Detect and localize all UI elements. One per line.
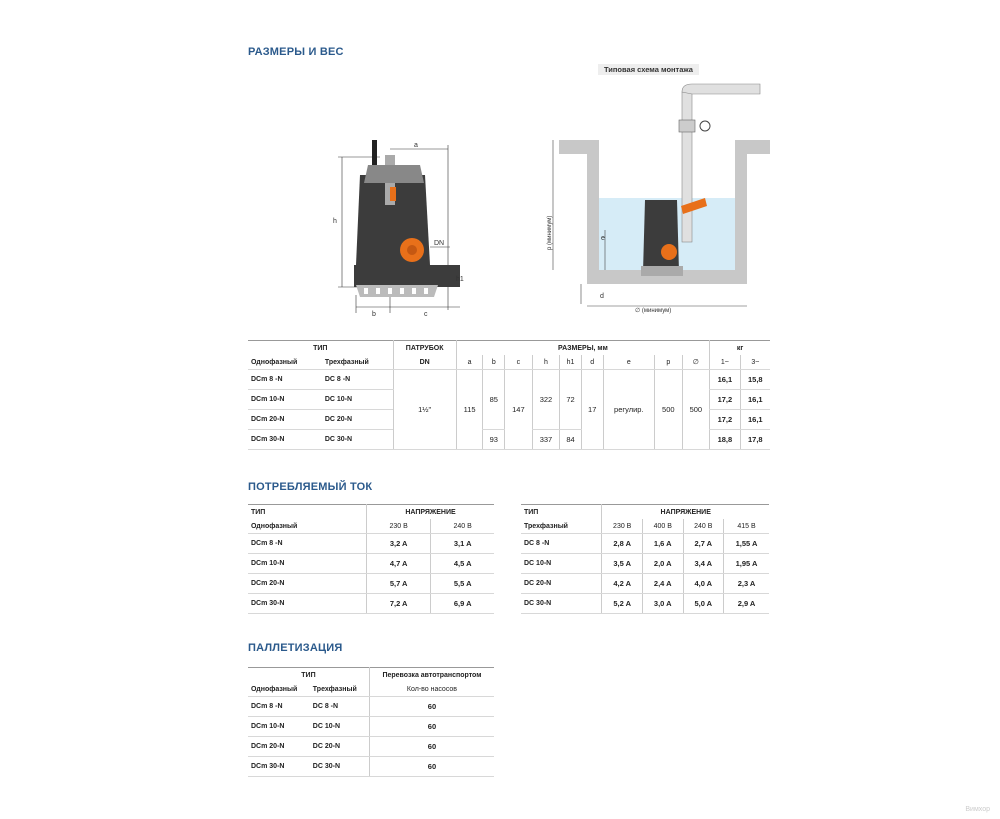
c-value: 147 (505, 370, 533, 450)
table-row: DCm 10-N DC 10-N 17,2 16,1 (248, 390, 770, 410)
table-row: DCm 8 -N 3,2 A 3,1 A (248, 534, 494, 554)
col-kg3: 3~ (740, 355, 770, 370)
col-e: e (603, 355, 655, 370)
dim-c-label: c (424, 311, 428, 318)
col-a: a (456, 355, 483, 370)
col-b: b (483, 355, 505, 370)
dim-a-label: a (414, 142, 418, 149)
install-caption: Типовая схема монтажа (598, 64, 699, 75)
table-row: DC 8 -N 2,8 A 1,6 A 2,7 A 1,55 A (521, 534, 769, 554)
e-value: регулир. (603, 370, 655, 450)
h-type: ТИП (313, 344, 328, 352)
h-three: Трехфазный (322, 355, 393, 370)
col-d: d (581, 355, 603, 370)
h-kg: кг (710, 341, 770, 356)
pallet-table: ТИП Перевозка автотранспортом Однофазный Трехфазный Кол-во насосов DCm 8 -N DC 8 -N 60 DCm 10-N DC 10-N 60 DCm 20-N DC 20-N 60 DCm 30-N DC 30-N 60 (248, 667, 494, 777)
table-row: DC 10-N 3,5 A 2,0 A 3,4 A 1,95 A (521, 554, 769, 574)
col-kg1: 1~ (710, 355, 741, 370)
table-row: DCm 30-N 7,2 A 6,9 A (248, 594, 494, 614)
b-value-2: 93 (483, 430, 505, 450)
current-title: ПОТРЕБЛЯЕМЫЙ ТОК (248, 481, 373, 493)
installation-diagram (545, 80, 775, 320)
dimensions-title: РАЗМЕРЫ И ВЕС (248, 46, 344, 58)
table-row: DCm 30-N DC 30-N 93 337 84 18,8 17,8 (248, 430, 770, 450)
a-value: 115 (456, 370, 483, 450)
col-c: c (505, 355, 533, 370)
h1-value-2: 84 (560, 430, 582, 450)
p-value: 500 (655, 370, 683, 450)
dn-value: 1½" (393, 370, 456, 450)
table-row: DCm 10-N DC 10-N 60 (248, 717, 494, 737)
h-value-2: 337 (532, 430, 560, 450)
table-row: DCm 8 -N DC 8 -N 60 (248, 697, 494, 717)
dim-h1-label: h1 (456, 276, 464, 283)
table-row: DCm 30-N DC 30-N 60 (248, 757, 494, 777)
table-row: DC 30-N 5,2 A 3,0 A 5,0 A 2,9 A (521, 594, 769, 614)
current-single-table: ТИП НАПРЯЖЕНИЕ Однофазный 230 В 240 В DCm 8 -N 3,2 A 3,1 A DCm 10-N 4,7 A 4,5 A DCm 20-N 5,7 A 5,5 A DCm 30-N 7,2 A 6,9 A (248, 504, 494, 614)
b-value-1: 85 (483, 370, 505, 430)
h-dims: РАЗМЕРЫ, мм (456, 341, 709, 356)
table-row: DCm 8 -N DC 8 -N 1½" 115 85 147 322 72 17 регулир. 500 500 16,1 15,8 (248, 370, 770, 390)
pump-dimension-drawing (330, 135, 470, 320)
watermark: Вимхор (965, 806, 990, 813)
dimensions-table (248, 340, 770, 450)
h-dn: DN (393, 355, 456, 370)
o-value: 500 (682, 370, 710, 450)
table-row: DCm 20-N DC 20-N 60 (248, 737, 494, 757)
table-row: DCm 10-N 4,7 A 4,5 A (248, 554, 494, 574)
dim-p-label: p (минимум) (547, 215, 553, 250)
col-p: p (655, 355, 683, 370)
dim-dn-label: DN (434, 240, 445, 247)
table-row: DCm 20-N DC 20-N 17,2 16,1 (248, 410, 770, 430)
h1-value-1: 72 (560, 370, 582, 430)
table-row: DCm 20-N 5,7 A 5,5 A (248, 574, 494, 594)
d-value: 17 (581, 370, 603, 450)
dim-d-label: d (600, 293, 604, 300)
col-h: h (532, 355, 560, 370)
col-h1: h1 (560, 355, 582, 370)
col-o: ∅ (682, 355, 710, 370)
dim-b-label: b (372, 311, 376, 318)
current-three-table: ТИП НАПРЯЖЕНИЕ Трехфазный 230 В 400 В 240 В 415 В DC 8 -N 2,8 A 1,6 A 2,7 A 1,55 A DC 10-N 3,5 A 2,0 A 3,4 A 1,95 A DC 20-N 4,2 A 2,4 A 4,0 A 2,3 A DC 30-N 5,2 A 3,0 A 5,0 A 2,9 A (521, 504, 769, 614)
dim-h-label: h (333, 218, 337, 225)
table-row: DC 20-N 4,2 A 2,4 A 4,0 A 2,3 A (521, 574, 769, 594)
h-port: ПАТРУБОК (393, 341, 456, 356)
pallet-title: ПАЛЛЕТИЗАЦИЯ (248, 642, 343, 654)
h-value-1: 322 (532, 370, 560, 430)
h-single: Однофазный (248, 355, 322, 370)
dim-e-label: e (601, 235, 605, 242)
dim-o-label: ∅ (минимум) (635, 308, 672, 314)
